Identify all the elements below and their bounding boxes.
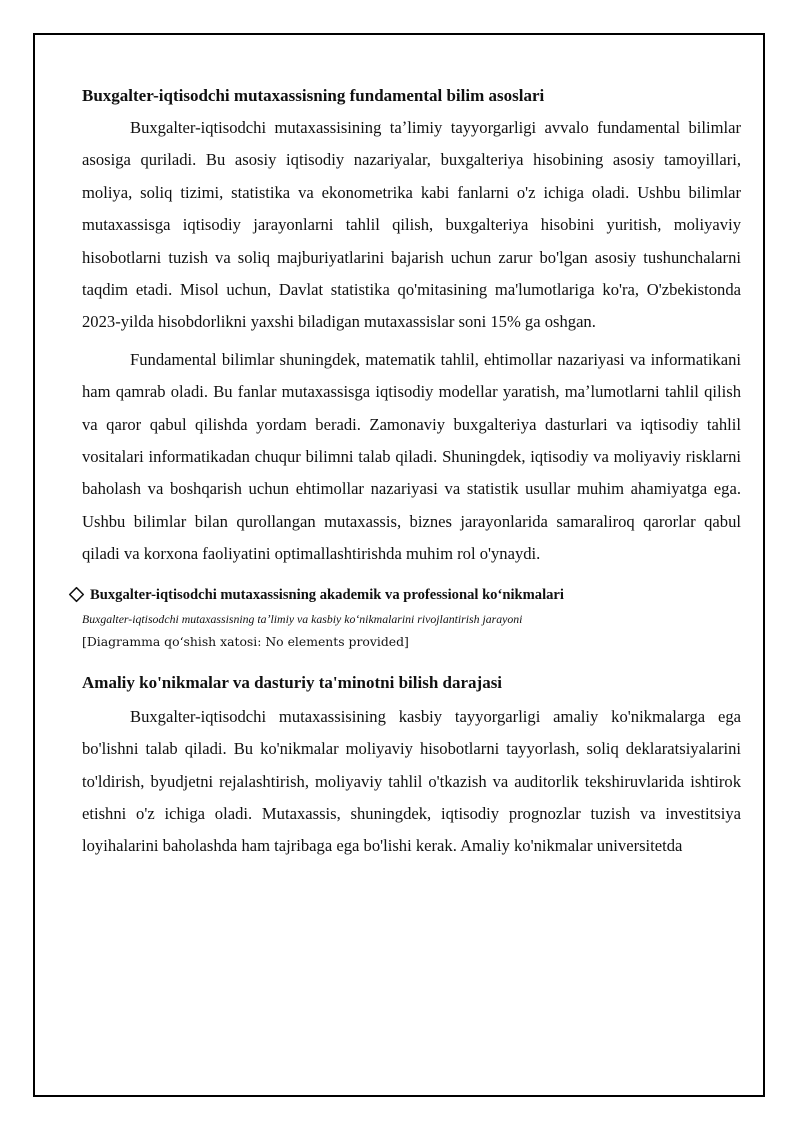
paragraph-fundamental-2: Fundamental bilimlar shuningdek, matematik tahlil, ehtimollar nazariyasi va informatikani ham qamrab oladi. Bu fanlar mutaxassisga iqtisodiy modellar yaratish, maʼlumotlarni tahlil qilish va qaror qabul qilishda yordam beradi. Zamonaviy buxgalteriya dasturlari va iqtisodiy tahlil vositalari informatikadan chuqur bilimni talab qiladi. Shuningdek, iqtisodiy va moliyaviy risklarni baholash va boshqarish uchun ehtimollar nazariyasi va statistik usullar muhim ahamiyatga ega. Ushbu bilimlar bilan qurollangan mutaxassis, biznes jarayonlarida samaraliroq qarorlar qabul qiladi va korxona faoliyatini optimallashtirishda muhim rol o'ynaydi. bbox=[82, 349, 741, 564]
document-body bbox=[82, 84, 741, 863]
paragraph-practical-1: Buxgalter-iqtisodchi mutaxassisining kasbiy tayyorgarligi amaliy ko'nikmalarga ega bo'lishni talab qiladi. Bu ko'nikmalar moliyaviy hisobotlarni tayyorlash, soliq deklaratsiyalarini to'ldirish, byudjetni rejalashtirish, moliyaviy tahlil o'tkazish va auditorlik tekshiruvlarida ishtirok etishni o'z ichiga oladi. Mutaxassis, shuningdek, iqtisodiy prognozlar tuzish va investitsiya loyihalarini baholashda ham tajribaga ega bo'lishi kerak. Amaliy ko'nikmalar universitetda bbox=[82, 706, 741, 856]
diagram-title-text: Buxgalter-iqtisodchi mutaxassisning akademik va professional koʻnikmalari bbox=[90, 586, 564, 603]
paragraph-fundamental-1: Buxgalter-iqtisodchi mutaxassisining taʼlimiy tayyorgarligi avvalo fundamental bilimlar asosiga quriladi. Bu asosiy iqtisodiy nazariyalar, buxgalteriya hisobining asosiy tamoyillari, moliya, soliq tizimi, statistika va ekonometrika kabi fanlarni o'z ichiga oladi. Ushbu bilimlar mutaxassisga iqtisodiy jarayonlarni tahlil qilish, buxgalteriya hisobini yuritish, moliyaviy hisobotlarni tuzish va soliq majburiyatlarini bajarish uchun zarur bo'lgan asosiy tushunchalarni taqdim etadi. Misol uchun, Davlat statistika qo'mitasining ma'lumotlariga ko'ra, O'zbekistonda 2023-yilda hisobdorlikni yaxshi biladigan mutaxassislar soni 15% ga oshgan. bbox=[82, 118, 741, 332]
section-heading-fundamental: Buxgalter-iqtisodchi mutaxassisning fundamental bilim asoslari bbox=[82, 86, 545, 105]
diagram-subtitle: Buxgalter-iqtisodchi mutaxassisning taʼlimiy va kasbiy koʻnikmalarini rivojlantirish jarayoni bbox=[82, 611, 523, 626]
diagram-title bbox=[68, 584, 741, 606]
section-heading-practical: Amaliy ko'nikmalar va dasturiy ta'minotni bilish darajasi bbox=[82, 672, 503, 692]
diamond-outline-icon bbox=[68, 586, 85, 603]
diagram-error-message: [Diagramma qoʻshish xatosi: No elements provided] bbox=[82, 633, 409, 649]
